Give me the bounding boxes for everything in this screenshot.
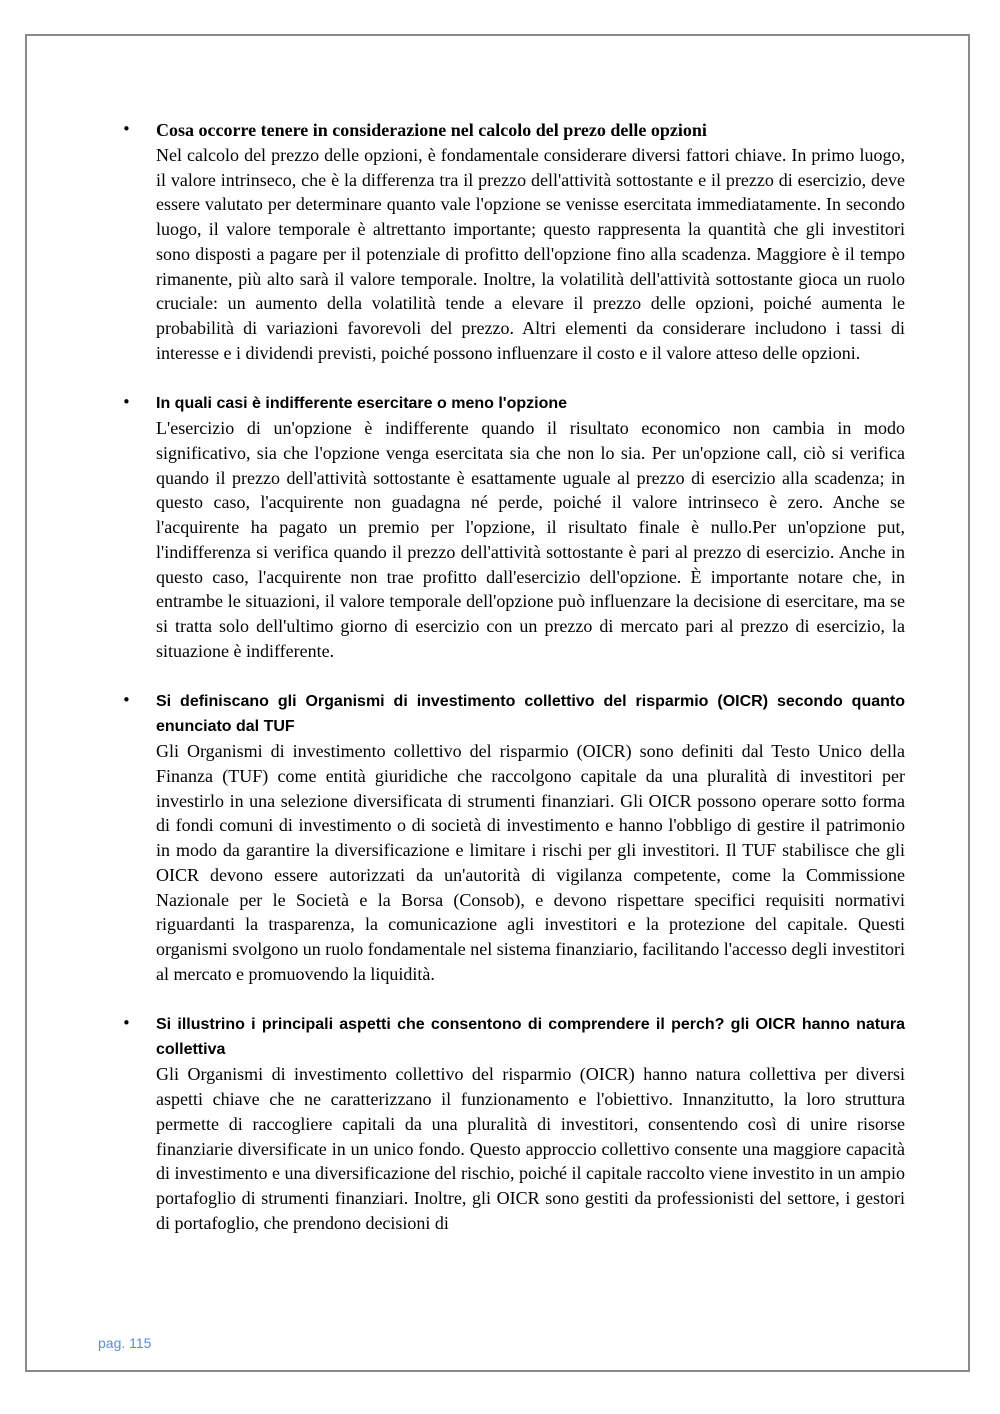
section-oicr-definition (122, 689, 905, 986)
document-body (122, 118, 905, 1261)
section-option-pricing (122, 118, 905, 365)
section-paragraph: Nel calcolo del prezzo delle opzioni, è fondamentale considerare diversi fattori chiave. In primo luogo, il valore intrinseco, che è la differenza tra il prezzo dell'attività sottostante e il prezzo di esercizio, deve essere valutato per determinare quanto vale l'opzione se venisse esercitata immediatamente. In secondo luogo, il valore temporale è altrettanto importante; questo rappresenta la quantità che gli investitori sono disposti a pagare per il potenziale di profitto dell'opzione fino alla scadenza. Maggiore è il tempo rimanente, più alto sarà il valore temporale. Inoltre, la volatilità dell'attività sottostante gioca un ruolo cruciale: un aumento della volatilità tende a elevare il prezzo delle opzioni, poiché aumenta le probabilità di variazioni favorevoli del prezzo. Altri elementi da considerare includono i tassi di interesse e i dividendi previsti, poiché possono influenzare il costo e il valore atteso delle opzioni. (156, 145, 905, 363)
section-heading: In quali casi è indifferente esercitare o meno l'opzione (156, 395, 568, 413)
section-exercise-indifference (122, 391, 905, 663)
bullet-icon: • (122, 120, 131, 138)
section-paragraph: Gli Organismi di investimento collettivo del risparmio (OICR) hanno natura collettiva per diversi aspetti chiave che ne caratterizzano il funzionamento e l'obiettivo. Innanzitutto, la loro struttura permette di raccogliere capitali da una pluralità di investitori, consentendo così di unire risorse finanziarie diversificate in un unico fondo. Questo approccio collettivo consente una maggiore capacità di investimento e una diversificazione del rischio, poiché il capitale raccolto viene investito in un ampio portafoglio di strumenti finanziari. Inoltre, gli OICR sono gestiti da professionisti del settore, i gestori di portafoglio, che prendono decisioni di (156, 1064, 905, 1233)
bullet-icon: • (122, 691, 131, 710)
section-oicr-collective-nature (122, 1012, 905, 1235)
section-heading: Si definiscano gli Organismi di investimento collettivo del risparmio (OICR) secondo quanto enunciato dal TUF (156, 693, 905, 736)
section-paragraph: Gli Organismi di investimento collettivo del risparmio (OICR) sono definiti dal Testo Unico della Finanza (TUF) come entità giuridiche che raccolgono capitale da una pluralità di investitori per investirlo in una selezione diversificata di strumenti finanziari. Gli OICR possono operare sotto forma di fondi comuni di investimento o di società di investimento e hanno l'obbligo di gestire il patrimonio in modo da garantire la diversificazione e limitare i rischi per gli investitori. Il TUF stabilisce che gli OICR devono essere autorizzati da un'autorità di vigilanza competente, come la Commissione Nazionale per le Società e la Borsa (Consob), e devono rispettare specifici requisiti normativi riguardanti la trasparenza, la comunicazione agli investitori e la protezione del capitale. Questi organismi svolgono un ruolo fondamentale nel sistema finanziario, facilitando l'accesso degli investitori al mercato e promuovendo la liquidità. (156, 741, 905, 984)
section-heading: Cosa occorre tenere in considerazione nel calcolo del prezo delle opzioni (156, 120, 707, 140)
bullet-icon: • (122, 1014, 131, 1033)
section-heading: Si illustrino i principali aspetti che consentono di comprendere il perch? gli OICR hanno natura collettiva (156, 1016, 905, 1059)
bullet-icon: • (122, 393, 131, 412)
page-number: pag. 115 (98, 1335, 152, 1351)
section-paragraph: L'esercizio di un'opzione è indifferente quando il risultato economico non cambia in modo significativo, sia che l'opzione venga esercitata sia che non lo sia. Per un'opzione call, ciò si verifica quando il prezzo dell'attività sottostante è esattamente uguale al prezzo di esercizio alla scadenza; in questo caso, l'acquirente non guadagna né perde, poiché il valore intrinseco è zero. Anche se l'acquirente ha pagato un premio per l'opzione, il risultato finale è nullo.Per un'opzione put, l'indifferenza si verifica quando il prezzo dell'attività sottostante è pari al prezzo di esercizio. Anche in questo caso, l'acquirente non trae profitto dall'esercizio dell'opzione. È importante notare che, in entrambe le situazioni, il valore temporale dell'opzione può influenzare la decisione di esercitare, ma se si tratta solo dell'ultimo giorno di esercizio con un prezzo di mercato pari al prezzo di esercizio, la situazione è indifferente. (156, 418, 905, 661)
